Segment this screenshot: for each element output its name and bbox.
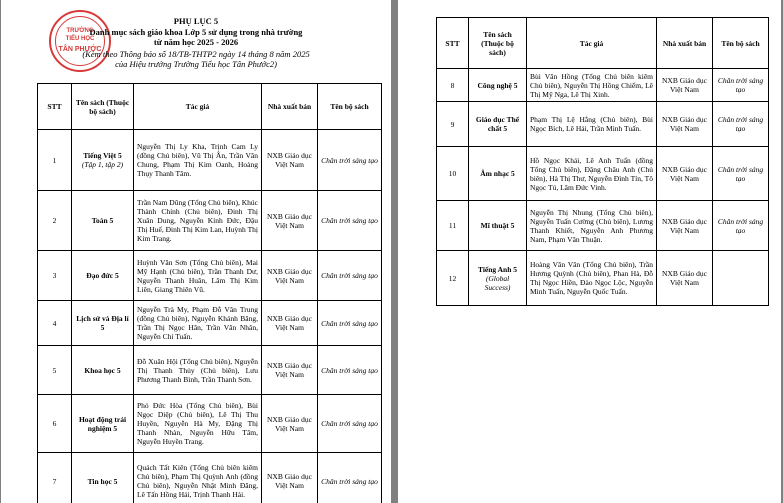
row-series: Chân trời sáng tạo <box>318 251 382 301</box>
column-header-authors: Tác giả <box>134 84 262 130</box>
column-header-stt: STT <box>437 18 469 69</box>
row-series: Chân trời sáng tạo <box>318 453 382 503</box>
row-authors: Phó Đức Hòa (Tổng Chủ biên), Bùi Ngọc Diệp (Chủ biên), Lê Thị Thu Huyền, Nguyễn Hà My, Đặng Thị Thanh Nhàn, Nguyễn Hữu Tâm, Nguyễn Huyền Trang. <box>134 395 262 453</box>
column-header-publisher: Nhà xuất bản <box>657 18 713 69</box>
row-stt: 3 <box>38 251 72 301</box>
row-book-cell <box>72 130 134 191</box>
row-book-cell <box>469 69 527 102</box>
row-book-title: Tiếng Anh 5 <box>477 264 518 274</box>
row-publisher: NXB Giáo dục Việt Nam <box>262 130 318 191</box>
row-authors: Nguyễn Trà My, Phạm Đỗ Văn Trung (đồng Chủ biên), Nguyễn Khánh Băng, Trần Thị Ngọc Hân, Trần Văn Nhân, Nguyễn Chí Tuấn. <box>134 301 262 346</box>
table-row <box>38 251 382 301</box>
column-header-book: Tên sách (Thuộc bộ sách) <box>72 84 134 130</box>
document-title-year: từ năm học 2025 - 2026 <box>153 37 239 47</box>
row-book-subtitle: (Tập 1, tập 2) <box>81 160 124 169</box>
row-publisher: NXB Giáo dục Việt Nam <box>657 102 713 147</box>
document-title: Danh mục sách giáo khoa Lớp 5 sử dụng trong nhà trường <box>89 27 303 37</box>
row-authors: Hoàng Văn Vân (Tổng Chủ biên), Trần Hương Quỳnh (Chủ biên), Phan Hà, Đỗ Thị Ngọc Hiền, Đào Ngọc Lộc, Nguyễn Minh Tuấn, Nguyễn Quốc Tuấn. <box>527 251 657 306</box>
row-book-title: Hoạt động trải nghiệm 5 <box>78 414 127 433</box>
table-row <box>437 147 769 201</box>
row-authors: Bùi Văn Hồng (Tổng Chủ biên kiêm Chủ biên), Nguyễn Thị Hồng Chiếm, Lê Thị Mỹ Nga, Lê Thị Xinh. <box>527 69 657 102</box>
row-series: Chân trời sáng tạo <box>713 147 769 201</box>
row-book-cell <box>469 102 527 147</box>
row-publisher: NXB Giáo dục Việt Nam <box>262 191 318 251</box>
row-book-cell <box>72 251 134 301</box>
row-book-title: Tiếng Việt 5 <box>83 151 122 160</box>
row-series: Chân trời sáng tạo <box>318 346 382 395</box>
textbook-table-part2 <box>436 17 769 306</box>
row-authors: Đỗ Xuân Hội (Tổng Chủ biên), Nguyễn Thị Thanh Thủy (Chủ biên), Lưu Phương Thanh Bình, Trần Thanh Sơn. <box>134 346 262 395</box>
row-book-cell <box>72 453 134 503</box>
row-series: Chân trời sáng tạo <box>713 102 769 147</box>
row-book-title: Đạo đức 5 <box>86 271 119 280</box>
row-book-cell <box>72 346 134 395</box>
column-header-stt: STT <box>38 84 72 130</box>
row-book-cell <box>72 395 134 453</box>
row-book-title: Âm nhạc 5 <box>480 169 515 178</box>
table-row <box>437 201 769 251</box>
table-row <box>38 395 382 453</box>
row-stt: 5 <box>38 346 72 395</box>
row-stt: 8 <box>437 69 469 102</box>
row-series <box>713 251 769 306</box>
row-publisher: NXB Giáo dục Việt Nam <box>657 251 713 306</box>
row-publisher: NXB Giáo dục Việt Nam <box>657 201 713 251</box>
row-book-title: Mĩ thuật 5 <box>480 221 515 230</box>
row-publisher: NXB Giáo dục Việt Nam <box>657 69 713 102</box>
row-book-title: Lịch sử và Địa lí 5 <box>76 314 129 332</box>
document-page-1 <box>1 0 391 503</box>
row-stt: 7 <box>38 453 72 503</box>
row-series: Chân trời sáng tạo <box>713 201 769 251</box>
row-publisher: NXB Giáo dục Việt Nam <box>262 395 318 453</box>
column-header-publisher: Nhà xuất bản <box>262 84 318 130</box>
table-row <box>38 453 382 503</box>
table-row <box>38 191 382 251</box>
row-stt: 12 <box>437 251 469 306</box>
row-book-title: Công nghệ 5 <box>477 80 518 90</box>
row-book-cell <box>469 147 527 201</box>
column-header-series: Tên bộ sách <box>713 18 769 69</box>
reference-note-issuer: của Hiệu trưởng Trường Tiểu học Tân Phước2) <box>115 59 277 69</box>
row-publisher: NXB Giáo dục Việt Nam <box>262 301 318 346</box>
row-series: Chân trời sáng tạo <box>318 191 382 251</box>
table-row <box>38 130 382 191</box>
row-book-cell <box>469 251 527 306</box>
column-header-book: Tên sách (Thuộc bộ sách) <box>469 18 527 69</box>
row-authors: Huỳnh Văn Sơn (Tổng Chủ biên), Mai Mỹ Hạnh (Chủ biên), Trần Thanh Dư, Nguyễn Thanh Huân, Lâm Thị Kim Liên, Giang Thiên Vũ. <box>134 251 262 301</box>
row-authors: Phạm Thị Lệ Hằng (Chủ biên), Bùi Ngọc Bích, Lê Hải, Trần Minh Tuấn. <box>527 102 657 147</box>
row-publisher: NXB Giáo dục Việt Nam <box>657 147 713 201</box>
row-stt: 10 <box>437 147 469 201</box>
row-stt: 1 <box>38 130 72 191</box>
row-series: Chân trời sáng tạo <box>318 301 382 346</box>
row-book-cell <box>469 201 527 251</box>
row-book-title: Tin học 5 <box>87 476 118 486</box>
row-stt: 11 <box>437 201 469 251</box>
row-book-title: Giáo dục Thể chất 5 <box>475 115 520 133</box>
row-authors: Trần Nam Dũng (Tổng Chủ biên), Khúc Thành Chính (Chủ biên), Đinh Thị Xuân Dung, Nguyễn Kính Đức, Đậu Thị Huế, Đinh Thị Kim Lan, Huỳnh Thị Kim Trang. <box>134 191 262 251</box>
table-row <box>437 102 769 147</box>
row-stt: 2 <box>38 191 72 251</box>
row-authors: Nguyễn Thị Nhung (Tổng Chủ biên), Nguyễn Tuấn Cường (Chủ biên), Lương Thanh Khiết, Nguyễn Anh Phương Nam, Phạm Văn Thuận. <box>527 201 657 251</box>
column-header-series: Tên bộ sách <box>318 84 382 130</box>
row-stt: 6 <box>38 395 72 453</box>
row-series: Chân trời sáng tạo <box>713 69 769 102</box>
row-stt: 4 <box>38 301 72 346</box>
row-book-cell <box>72 191 134 251</box>
document-page-2 <box>398 0 781 503</box>
row-book-cell <box>72 301 134 346</box>
reference-note: (Kèm theo Thông báo số 18/TB-THTP2 ngày 14 tháng 8 năm 2025 <box>82 49 310 59</box>
row-publisher: NXB Giáo dục Việt Nam <box>262 453 318 503</box>
row-series: Chân trời sáng tạo <box>318 130 382 191</box>
table-row <box>437 69 769 102</box>
appendix-heading: PHỤ LỤC 5 <box>173 16 219 26</box>
row-book-subtitle: (Global Success) <box>484 273 511 292</box>
textbook-table-part1 <box>37 83 382 503</box>
row-authors: Quách Tất Kiên (Tổng Chủ biên kiêm Chủ biên), Phạm Thị Quỳnh Anh (đồng Chủ biên), Nguyễn Nhật Minh Đăng, Lê Tấn Hồng Hải, Trịnh Thanh Hải. <box>134 453 262 503</box>
table-row <box>38 346 382 395</box>
row-stt: 9 <box>437 102 469 147</box>
row-book-title: Khoa học 5 <box>84 365 121 375</box>
school-seal: TRƯỜNG TIỂU HỌC TÂN PHƯỚC <box>49 10 111 72</box>
row-book-title: Toán 5 <box>91 216 114 225</box>
row-series: Chân trời sáng tạo <box>318 395 382 453</box>
row-authors: Hồ Ngọc Khải, Lê Anh Tuấn (đồng Tổng Chủ biên), Đặng Châu Anh (Chủ biên), Hà Thị Thư, Nguyễn Đình Tín, Tô Ngọc Tú, Lâm Đức Vinh. <box>527 147 657 201</box>
row-authors: Nguyễn Thị Ly Kha, Trịnh Cam Ly (đồng Chủ biên), Vũ Thị Ân, Trần Văn Chung, Phạm Thị Kim Oanh, Hoàng Thụy Thanh Tâm. <box>134 130 262 191</box>
table-row <box>437 251 769 306</box>
row-publisher: NXB Giáo dục Việt Nam <box>262 346 318 395</box>
table-row <box>38 301 382 346</box>
row-publisher: NXB Giáo dục Việt Nam <box>262 251 318 301</box>
column-header-authors: Tác giả <box>527 18 657 69</box>
